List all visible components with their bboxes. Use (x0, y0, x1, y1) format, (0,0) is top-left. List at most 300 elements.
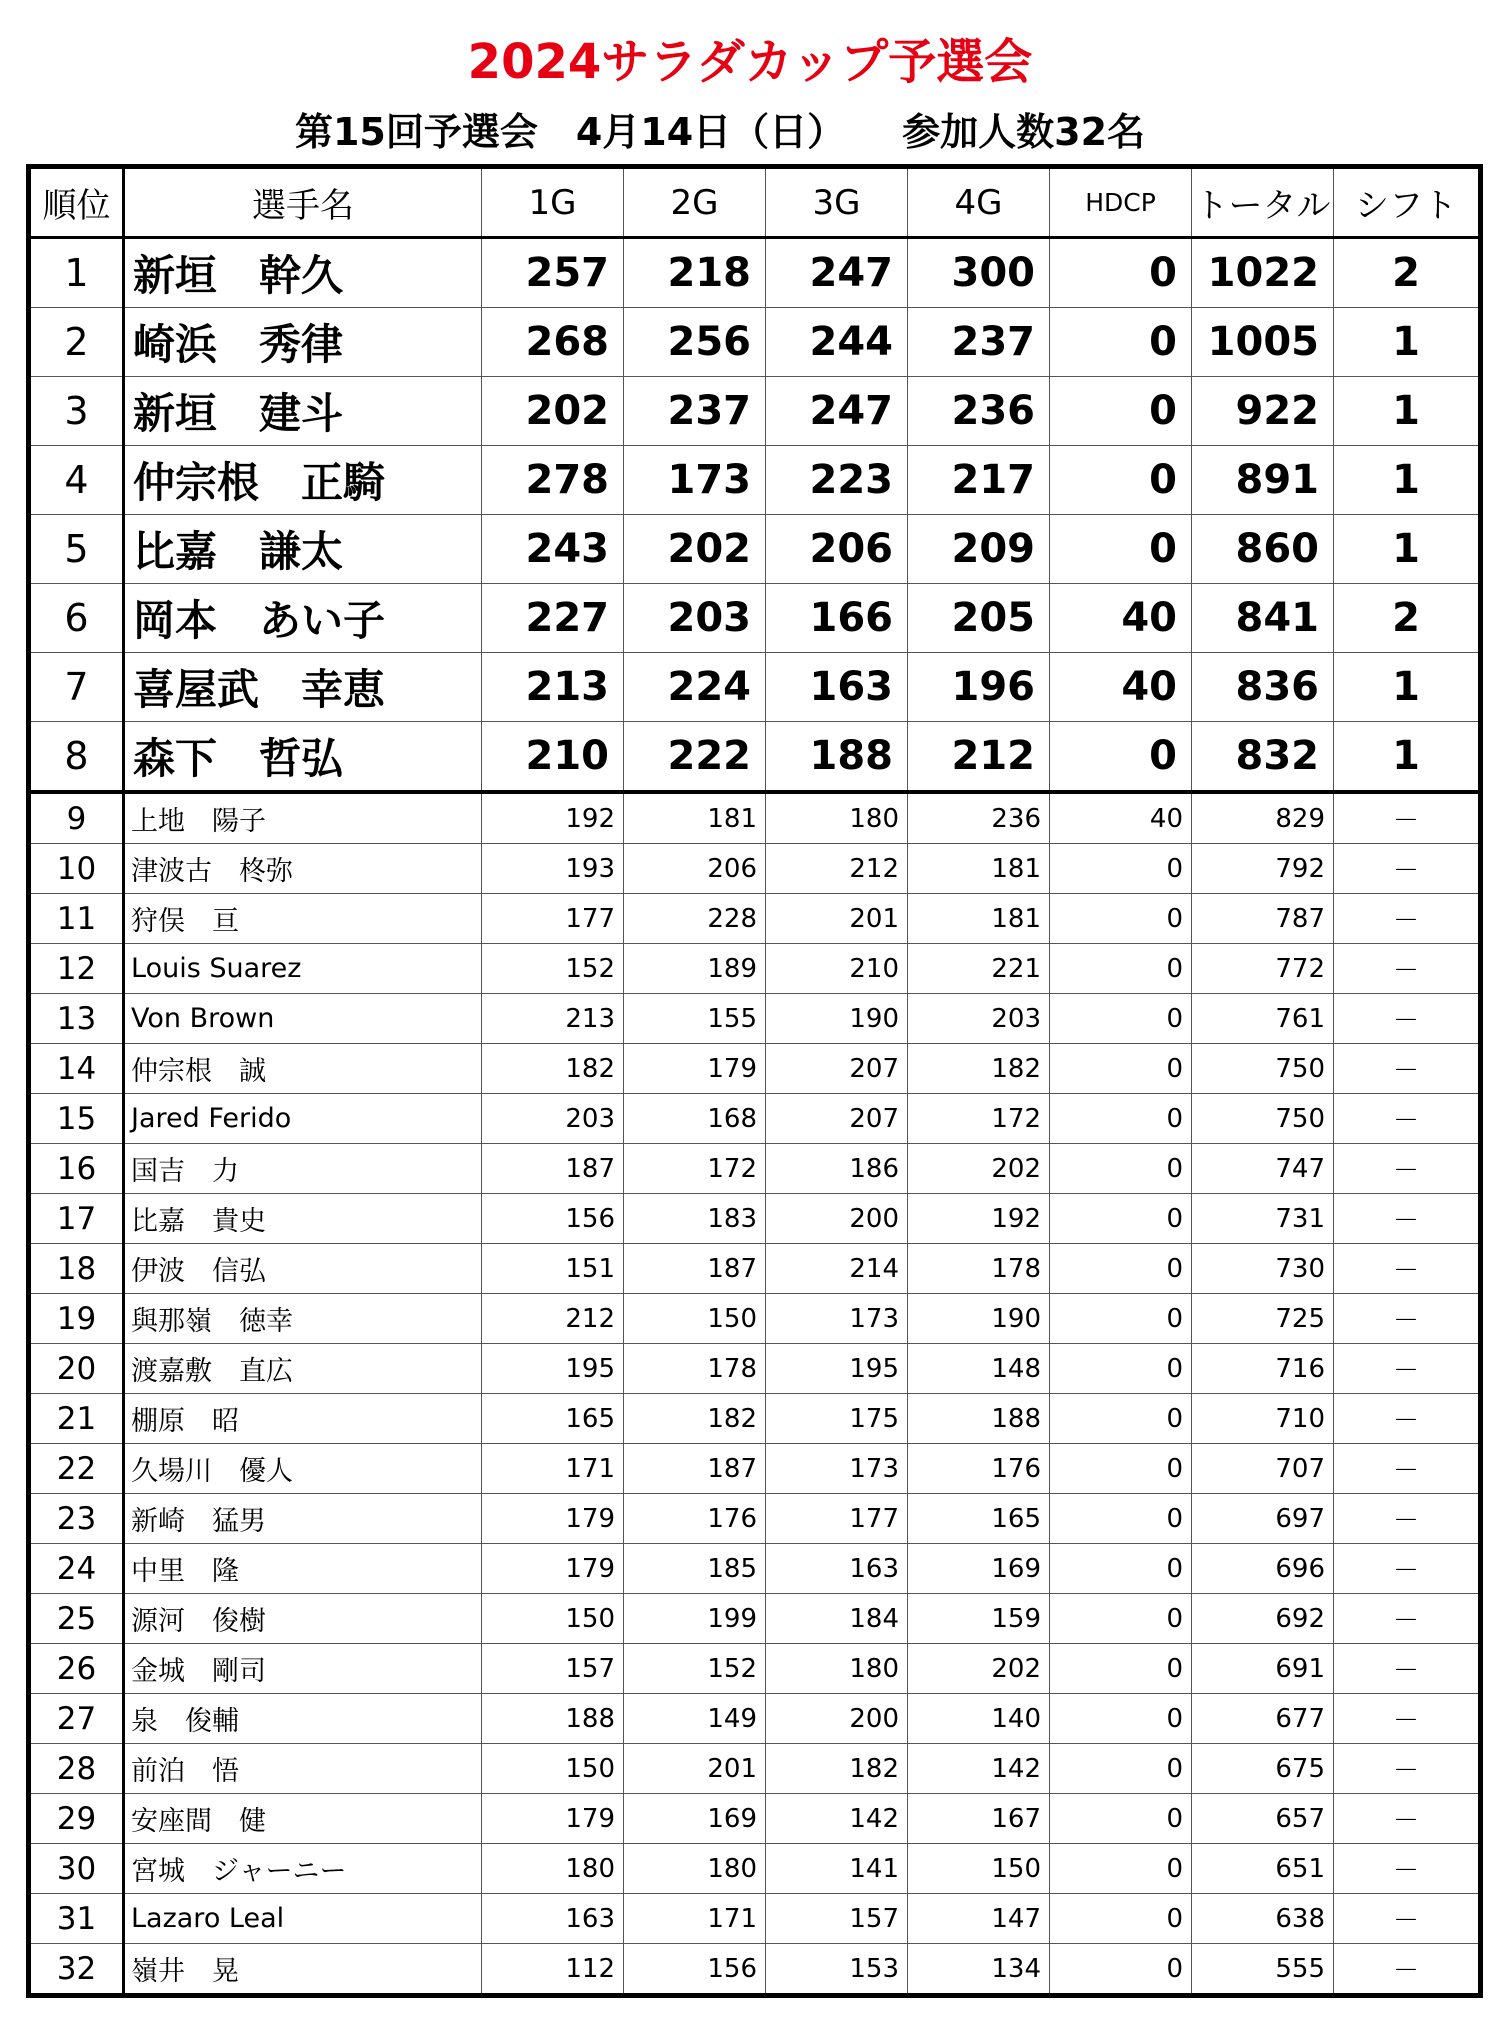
game-3-cell: 166 (766, 584, 908, 653)
rank-cell: 22 (29, 1444, 124, 1494)
shift-cell: － (1334, 1644, 1481, 1694)
game-4-cell: 140 (908, 1694, 1050, 1744)
table-row (29, 1694, 1481, 1744)
hdcp-cell: 0 (1050, 1794, 1192, 1844)
game-2-cell: 150 (624, 1294, 766, 1344)
table-row (29, 1794, 1481, 1844)
game-4-cell: 188 (908, 1394, 1050, 1444)
shift-cell: 1 (1334, 377, 1481, 446)
game-4-cell: 178 (908, 1244, 1050, 1294)
hdcp-cell: 0 (1050, 308, 1192, 377)
header-rank: 順位 (29, 167, 124, 238)
game-1-cell: 188 (482, 1694, 624, 1744)
table-row (29, 1194, 1481, 1244)
game-1-cell: 179 (482, 1794, 624, 1844)
table-row (29, 1744, 1481, 1794)
page-title: 2024サラダカップ予選会 (467, 34, 1033, 90)
table-row (29, 994, 1481, 1044)
hdcp-cell: 0 (1050, 1894, 1192, 1944)
game-4-cell: 142 (908, 1744, 1050, 1794)
rank-cell: 13 (29, 994, 124, 1044)
hdcp-cell: 40 (1050, 584, 1192, 653)
rank-cell: 25 (29, 1594, 124, 1644)
total-cell: 891 (1192, 446, 1334, 515)
hdcp-cell: 0 (1050, 446, 1192, 515)
shift-cell: － (1334, 1094, 1481, 1144)
table-row (29, 1544, 1481, 1594)
game-2-cell: 183 (624, 1194, 766, 1244)
game-4-cell: 134 (908, 1944, 1050, 1996)
hdcp-cell: 0 (1050, 844, 1192, 894)
game-1-cell: 150 (482, 1594, 624, 1644)
table-row (29, 894, 1481, 944)
rank-cell: 26 (29, 1644, 124, 1694)
shift-cell: － (1334, 1694, 1481, 1744)
game-2-cell: 180 (624, 1844, 766, 1894)
player-name-cell: Von Brown (124, 994, 482, 1044)
player-name-cell: 津波古 柊弥 (124, 844, 482, 894)
game-4-cell: 181 (908, 894, 1050, 944)
game-3-cell: 201 (766, 894, 908, 944)
table-body (29, 238, 1481, 1996)
shift-cell: 2 (1334, 238, 1481, 308)
game-3-cell: 223 (766, 446, 908, 515)
table-row (29, 1344, 1481, 1394)
header-total: トータル (1192, 167, 1334, 238)
hdcp-cell: 0 (1050, 1944, 1192, 1996)
table-row (29, 944, 1481, 994)
results-table (26, 164, 1483, 1998)
game-2-cell: 185 (624, 1544, 766, 1594)
total-cell: 692 (1192, 1594, 1334, 1644)
game-4-cell: 202 (908, 1644, 1050, 1694)
table-row (29, 1444, 1481, 1494)
hdcp-cell: 0 (1050, 1494, 1192, 1544)
game-1-cell: 213 (482, 994, 624, 1044)
header-name: 選手名 (124, 167, 482, 238)
total-cell: 675 (1192, 1744, 1334, 1794)
total-cell: 707 (1192, 1444, 1334, 1494)
total-cell: 697 (1192, 1494, 1334, 1544)
game-1-cell: 179 (482, 1494, 624, 1544)
table-row (29, 1094, 1481, 1144)
game-4-cell: 202 (908, 1144, 1050, 1194)
shift-cell: － (1334, 1794, 1481, 1844)
game-2-cell: 189 (624, 944, 766, 994)
shift-cell: 1 (1334, 722, 1481, 793)
game-3-cell: 182 (766, 1744, 908, 1794)
game-1-cell: 156 (482, 1194, 624, 1244)
total-cell: 747 (1192, 1144, 1334, 1194)
rank-cell: 30 (29, 1844, 124, 1894)
game-4-cell: 196 (908, 653, 1050, 722)
total-cell: 730 (1192, 1244, 1334, 1294)
game-4-cell: 205 (908, 584, 1050, 653)
shift-cell: － (1334, 894, 1481, 944)
game-1-cell: 180 (482, 1844, 624, 1894)
game-3-cell: 173 (766, 1294, 908, 1344)
table-row (29, 1594, 1481, 1644)
total-cell: 710 (1192, 1394, 1334, 1444)
player-name-cell: Louis Suarez (124, 944, 482, 994)
player-name-cell: 源河 俊樹 (124, 1594, 482, 1644)
table-row (29, 792, 1481, 844)
table-row (29, 1844, 1481, 1894)
header-game-2: 2G (624, 167, 766, 238)
player-name-cell: 国吉 力 (124, 1144, 482, 1194)
hdcp-cell: 0 (1050, 238, 1192, 308)
shift-cell: － (1334, 1494, 1481, 1544)
total-cell: 792 (1192, 844, 1334, 894)
table-row (29, 308, 1481, 377)
game-1-cell: 151 (482, 1244, 624, 1294)
game-4-cell: 172 (908, 1094, 1050, 1144)
hdcp-cell: 0 (1050, 1394, 1192, 1444)
table-row (29, 515, 1481, 584)
game-3-cell: 180 (766, 792, 908, 844)
game-2-cell: 169 (624, 1794, 766, 1844)
game-4-cell: 182 (908, 1044, 1050, 1094)
game-2-cell: 201 (624, 1744, 766, 1794)
player-name-cell: 崎浜 秀律 (124, 308, 482, 377)
player-name-cell: 久場川 優人 (124, 1444, 482, 1494)
shift-cell: － (1334, 1194, 1481, 1244)
rank-cell: 23 (29, 1494, 124, 1544)
game-2-cell: 155 (624, 994, 766, 1044)
player-name-cell: 金城 剛司 (124, 1644, 482, 1694)
hdcp-cell: 0 (1050, 1144, 1192, 1194)
rank-cell: 19 (29, 1294, 124, 1344)
game-4-cell: 181 (908, 844, 1050, 894)
total-cell: 651 (1192, 1844, 1334, 1894)
hdcp-cell: 0 (1050, 722, 1192, 793)
game-2-cell: 156 (624, 1944, 766, 1996)
total-cell: 731 (1192, 1194, 1334, 1244)
total-cell: 841 (1192, 584, 1334, 653)
page-subtitle: 第15回予選会 4月14日（日） 参加人数32名 (294, 110, 1146, 154)
hdcp-cell: 0 (1050, 1694, 1192, 1744)
game-1-cell: 179 (482, 1544, 624, 1594)
shift-cell: － (1334, 1944, 1481, 1996)
table-row (29, 1394, 1481, 1444)
total-cell: 638 (1192, 1894, 1334, 1944)
rank-cell: 21 (29, 1394, 124, 1444)
shift-cell: 1 (1334, 446, 1481, 515)
game-1-cell: 157 (482, 1644, 624, 1694)
game-3-cell: 141 (766, 1844, 908, 1894)
table-row (29, 1294, 1481, 1344)
game-1-cell: 163 (482, 1894, 624, 1944)
hdcp-cell: 0 (1050, 515, 1192, 584)
game-1-cell: 177 (482, 894, 624, 944)
total-cell: 829 (1192, 792, 1334, 844)
game-1-cell: 257 (482, 238, 624, 308)
game-4-cell: 217 (908, 446, 1050, 515)
total-cell: 555 (1192, 1944, 1334, 1996)
game-2-cell: 168 (624, 1094, 766, 1144)
table-row (29, 653, 1481, 722)
rank-cell: 7 (29, 653, 124, 722)
game-3-cell: 188 (766, 722, 908, 793)
game-2-cell: 187 (624, 1444, 766, 1494)
game-2-cell: 171 (624, 1894, 766, 1944)
game-2-cell: 187 (624, 1244, 766, 1294)
shift-cell: 1 (1334, 653, 1481, 722)
game-1-cell: 152 (482, 944, 624, 994)
player-name-cell: 比嘉 謙太 (124, 515, 482, 584)
table-row (29, 722, 1481, 793)
game-3-cell: 173 (766, 1444, 908, 1494)
header-hdcp: HDCP (1050, 167, 1192, 238)
game-2-cell: 222 (624, 722, 766, 793)
player-name-cell: 仲宗根 誠 (124, 1044, 482, 1094)
hdcp-cell: 0 (1050, 1544, 1192, 1594)
game-3-cell: 163 (766, 1544, 908, 1594)
game-3-cell: 153 (766, 1944, 908, 1996)
total-cell: 836 (1192, 653, 1334, 722)
game-4-cell: 221 (908, 944, 1050, 994)
rank-cell: 15 (29, 1094, 124, 1144)
header-game-3: 3G (766, 167, 908, 238)
table-row (29, 844, 1481, 894)
game-4-cell: 237 (908, 308, 1050, 377)
game-1-cell: 193 (482, 844, 624, 894)
rank-cell: 5 (29, 515, 124, 584)
table-row (29, 584, 1481, 653)
game-4-cell: 236 (908, 377, 1050, 446)
rank-cell: 1 (29, 238, 124, 308)
shift-cell: － (1334, 1344, 1481, 1394)
game-1-cell: 213 (482, 653, 624, 722)
game-4-cell: 167 (908, 1794, 1050, 1844)
table-row (29, 1144, 1481, 1194)
game-1-cell: 212 (482, 1294, 624, 1344)
shift-cell: 1 (1334, 308, 1481, 377)
hdcp-cell: 0 (1050, 1844, 1192, 1894)
shift-cell: － (1334, 1294, 1481, 1344)
hdcp-cell: 0 (1050, 894, 1192, 944)
player-name-cell: 嶺井 晃 (124, 1944, 482, 1996)
rank-cell: 2 (29, 308, 124, 377)
game-3-cell: 195 (766, 1344, 908, 1394)
game-4-cell: 190 (908, 1294, 1050, 1344)
table-row (29, 1044, 1481, 1094)
shift-cell: － (1334, 1244, 1481, 1294)
game-2-cell: 173 (624, 446, 766, 515)
player-name-cell: 新垣 幹久 (124, 238, 482, 308)
shift-cell: － (1334, 944, 1481, 994)
game-4-cell: 169 (908, 1544, 1050, 1594)
total-cell: 696 (1192, 1544, 1334, 1594)
game-1-cell: 268 (482, 308, 624, 377)
total-cell: 725 (1192, 1294, 1334, 1344)
shift-cell: 2 (1334, 584, 1481, 653)
game-3-cell: 175 (766, 1394, 908, 1444)
table-row (29, 1244, 1481, 1294)
game-2-cell: 172 (624, 1144, 766, 1194)
rank-cell: 8 (29, 722, 124, 793)
game-1-cell: 203 (482, 1094, 624, 1144)
game-1-cell: 243 (482, 515, 624, 584)
game-1-cell: 171 (482, 1444, 624, 1494)
game-3-cell: 157 (766, 1894, 908, 1944)
total-cell: 832 (1192, 722, 1334, 793)
game-3-cell: 210 (766, 944, 908, 994)
game-2-cell: 202 (624, 515, 766, 584)
player-name-cell: 森下 哲弘 (124, 722, 482, 793)
game-3-cell: 212 (766, 844, 908, 894)
header-game-1: 1G (482, 167, 624, 238)
player-name-cell: 比嘉 貴史 (124, 1194, 482, 1244)
rank-cell: 3 (29, 377, 124, 446)
shift-cell: － (1334, 844, 1481, 894)
game-3-cell: 180 (766, 1644, 908, 1694)
rank-cell: 4 (29, 446, 124, 515)
hdcp-cell: 0 (1050, 994, 1192, 1044)
header-shift: シフト (1334, 167, 1481, 238)
header-game-4: 4G (908, 167, 1050, 238)
game-4-cell: 300 (908, 238, 1050, 308)
game-2-cell: 179 (624, 1044, 766, 1094)
game-1-cell: 112 (482, 1944, 624, 1996)
rank-cell: 27 (29, 1694, 124, 1744)
game-3-cell: 247 (766, 377, 908, 446)
total-cell: 691 (1192, 1644, 1334, 1694)
table-header-row (29, 167, 1481, 238)
game-3-cell: 200 (766, 1694, 908, 1744)
table-row (29, 377, 1481, 446)
game-2-cell: 149 (624, 1694, 766, 1744)
hdcp-cell: 0 (1050, 944, 1192, 994)
player-name-cell: 宮城 ジャーニー (124, 1844, 482, 1894)
player-name-cell: 喜屋武 幸恵 (124, 653, 482, 722)
game-1-cell: 227 (482, 584, 624, 653)
player-name-cell: 與那嶺 徳幸 (124, 1294, 482, 1344)
player-name-cell: 中里 隆 (124, 1544, 482, 1594)
game-1-cell: 202 (482, 377, 624, 446)
shift-cell: － (1334, 994, 1481, 1044)
game-4-cell: 212 (908, 722, 1050, 793)
game-2-cell: 182 (624, 1394, 766, 1444)
total-cell: 750 (1192, 1094, 1334, 1144)
game-4-cell: 148 (908, 1344, 1050, 1394)
shift-cell: － (1334, 1044, 1481, 1094)
total-cell: 750 (1192, 1044, 1334, 1094)
hdcp-cell: 40 (1050, 792, 1192, 844)
game-3-cell: 214 (766, 1244, 908, 1294)
game-3-cell: 207 (766, 1094, 908, 1144)
game-4-cell: 150 (908, 1844, 1050, 1894)
game-1-cell: 165 (482, 1394, 624, 1444)
table-row (29, 238, 1481, 308)
total-cell: 772 (1192, 944, 1334, 994)
game-2-cell: 256 (624, 308, 766, 377)
table-row (29, 1644, 1481, 1694)
player-name-cell: Lazaro Leal (124, 1894, 482, 1944)
table-row (29, 1894, 1481, 1944)
hdcp-cell: 0 (1050, 1294, 1192, 1344)
total-cell: 716 (1192, 1344, 1334, 1394)
shift-cell: 1 (1334, 515, 1481, 584)
hdcp-cell: 0 (1050, 377, 1192, 446)
player-name-cell: 泉 俊輔 (124, 1694, 482, 1744)
player-name-cell: 狩俣 亘 (124, 894, 482, 944)
rank-cell: 28 (29, 1744, 124, 1794)
game-1-cell: 187 (482, 1144, 624, 1194)
game-3-cell: 186 (766, 1144, 908, 1194)
hdcp-cell: 0 (1050, 1044, 1192, 1094)
game-2-cell: 199 (624, 1594, 766, 1644)
player-name-cell: 仲宗根 正騎 (124, 446, 482, 515)
rank-cell: 29 (29, 1794, 124, 1844)
rank-cell: 6 (29, 584, 124, 653)
game-1-cell: 278 (482, 446, 624, 515)
rank-cell: 10 (29, 844, 124, 894)
total-cell: 657 (1192, 1794, 1334, 1844)
player-name-cell: 渡嘉敷 直広 (124, 1344, 482, 1394)
game-4-cell: 209 (908, 515, 1050, 584)
hdcp-cell: 0 (1050, 1594, 1192, 1644)
game-3-cell: 184 (766, 1594, 908, 1644)
player-name-cell: Jared Ferido (124, 1094, 482, 1144)
game-3-cell: 247 (766, 238, 908, 308)
hdcp-cell: 0 (1050, 1644, 1192, 1694)
game-4-cell: 147 (908, 1894, 1050, 1944)
total-cell: 1005 (1192, 308, 1334, 377)
rank-cell: 9 (29, 792, 124, 844)
game-4-cell: 176 (908, 1444, 1050, 1494)
rank-cell: 20 (29, 1344, 124, 1394)
game-1-cell: 182 (482, 1044, 624, 1094)
shift-cell: － (1334, 1894, 1481, 1944)
game-1-cell: 195 (482, 1344, 624, 1394)
player-name-cell: 新崎 猛男 (124, 1494, 482, 1544)
game-4-cell: 165 (908, 1494, 1050, 1544)
game-1-cell: 192 (482, 792, 624, 844)
total-cell: 860 (1192, 515, 1334, 584)
game-2-cell: 203 (624, 584, 766, 653)
game-1-cell: 150 (482, 1744, 624, 1794)
shift-cell: － (1334, 792, 1481, 844)
game-3-cell: 142 (766, 1794, 908, 1844)
shift-cell: － (1334, 1144, 1481, 1194)
hdcp-cell: 0 (1050, 1444, 1192, 1494)
game-3-cell: 177 (766, 1494, 908, 1544)
shift-cell: － (1334, 1744, 1481, 1794)
game-2-cell: 178 (624, 1344, 766, 1394)
rank-cell: 18 (29, 1244, 124, 1294)
hdcp-cell: 0 (1050, 1744, 1192, 1794)
game-2-cell: 152 (624, 1644, 766, 1694)
total-cell: 787 (1192, 894, 1334, 944)
game-2-cell: 228 (624, 894, 766, 944)
hdcp-cell: 0 (1050, 1094, 1192, 1144)
shift-cell: － (1334, 1444, 1481, 1494)
total-cell: 1022 (1192, 238, 1334, 308)
game-2-cell: 224 (624, 653, 766, 722)
total-cell: 922 (1192, 377, 1334, 446)
player-name-cell: 上地 陽子 (124, 792, 482, 844)
rank-cell: 17 (29, 1194, 124, 1244)
hdcp-cell: 40 (1050, 653, 1192, 722)
rank-cell: 14 (29, 1044, 124, 1094)
shift-cell: － (1334, 1594, 1481, 1644)
total-cell: 677 (1192, 1694, 1334, 1744)
game-2-cell: 237 (624, 377, 766, 446)
rank-cell: 24 (29, 1544, 124, 1594)
game-4-cell: 203 (908, 994, 1050, 1044)
table-row (29, 446, 1481, 515)
